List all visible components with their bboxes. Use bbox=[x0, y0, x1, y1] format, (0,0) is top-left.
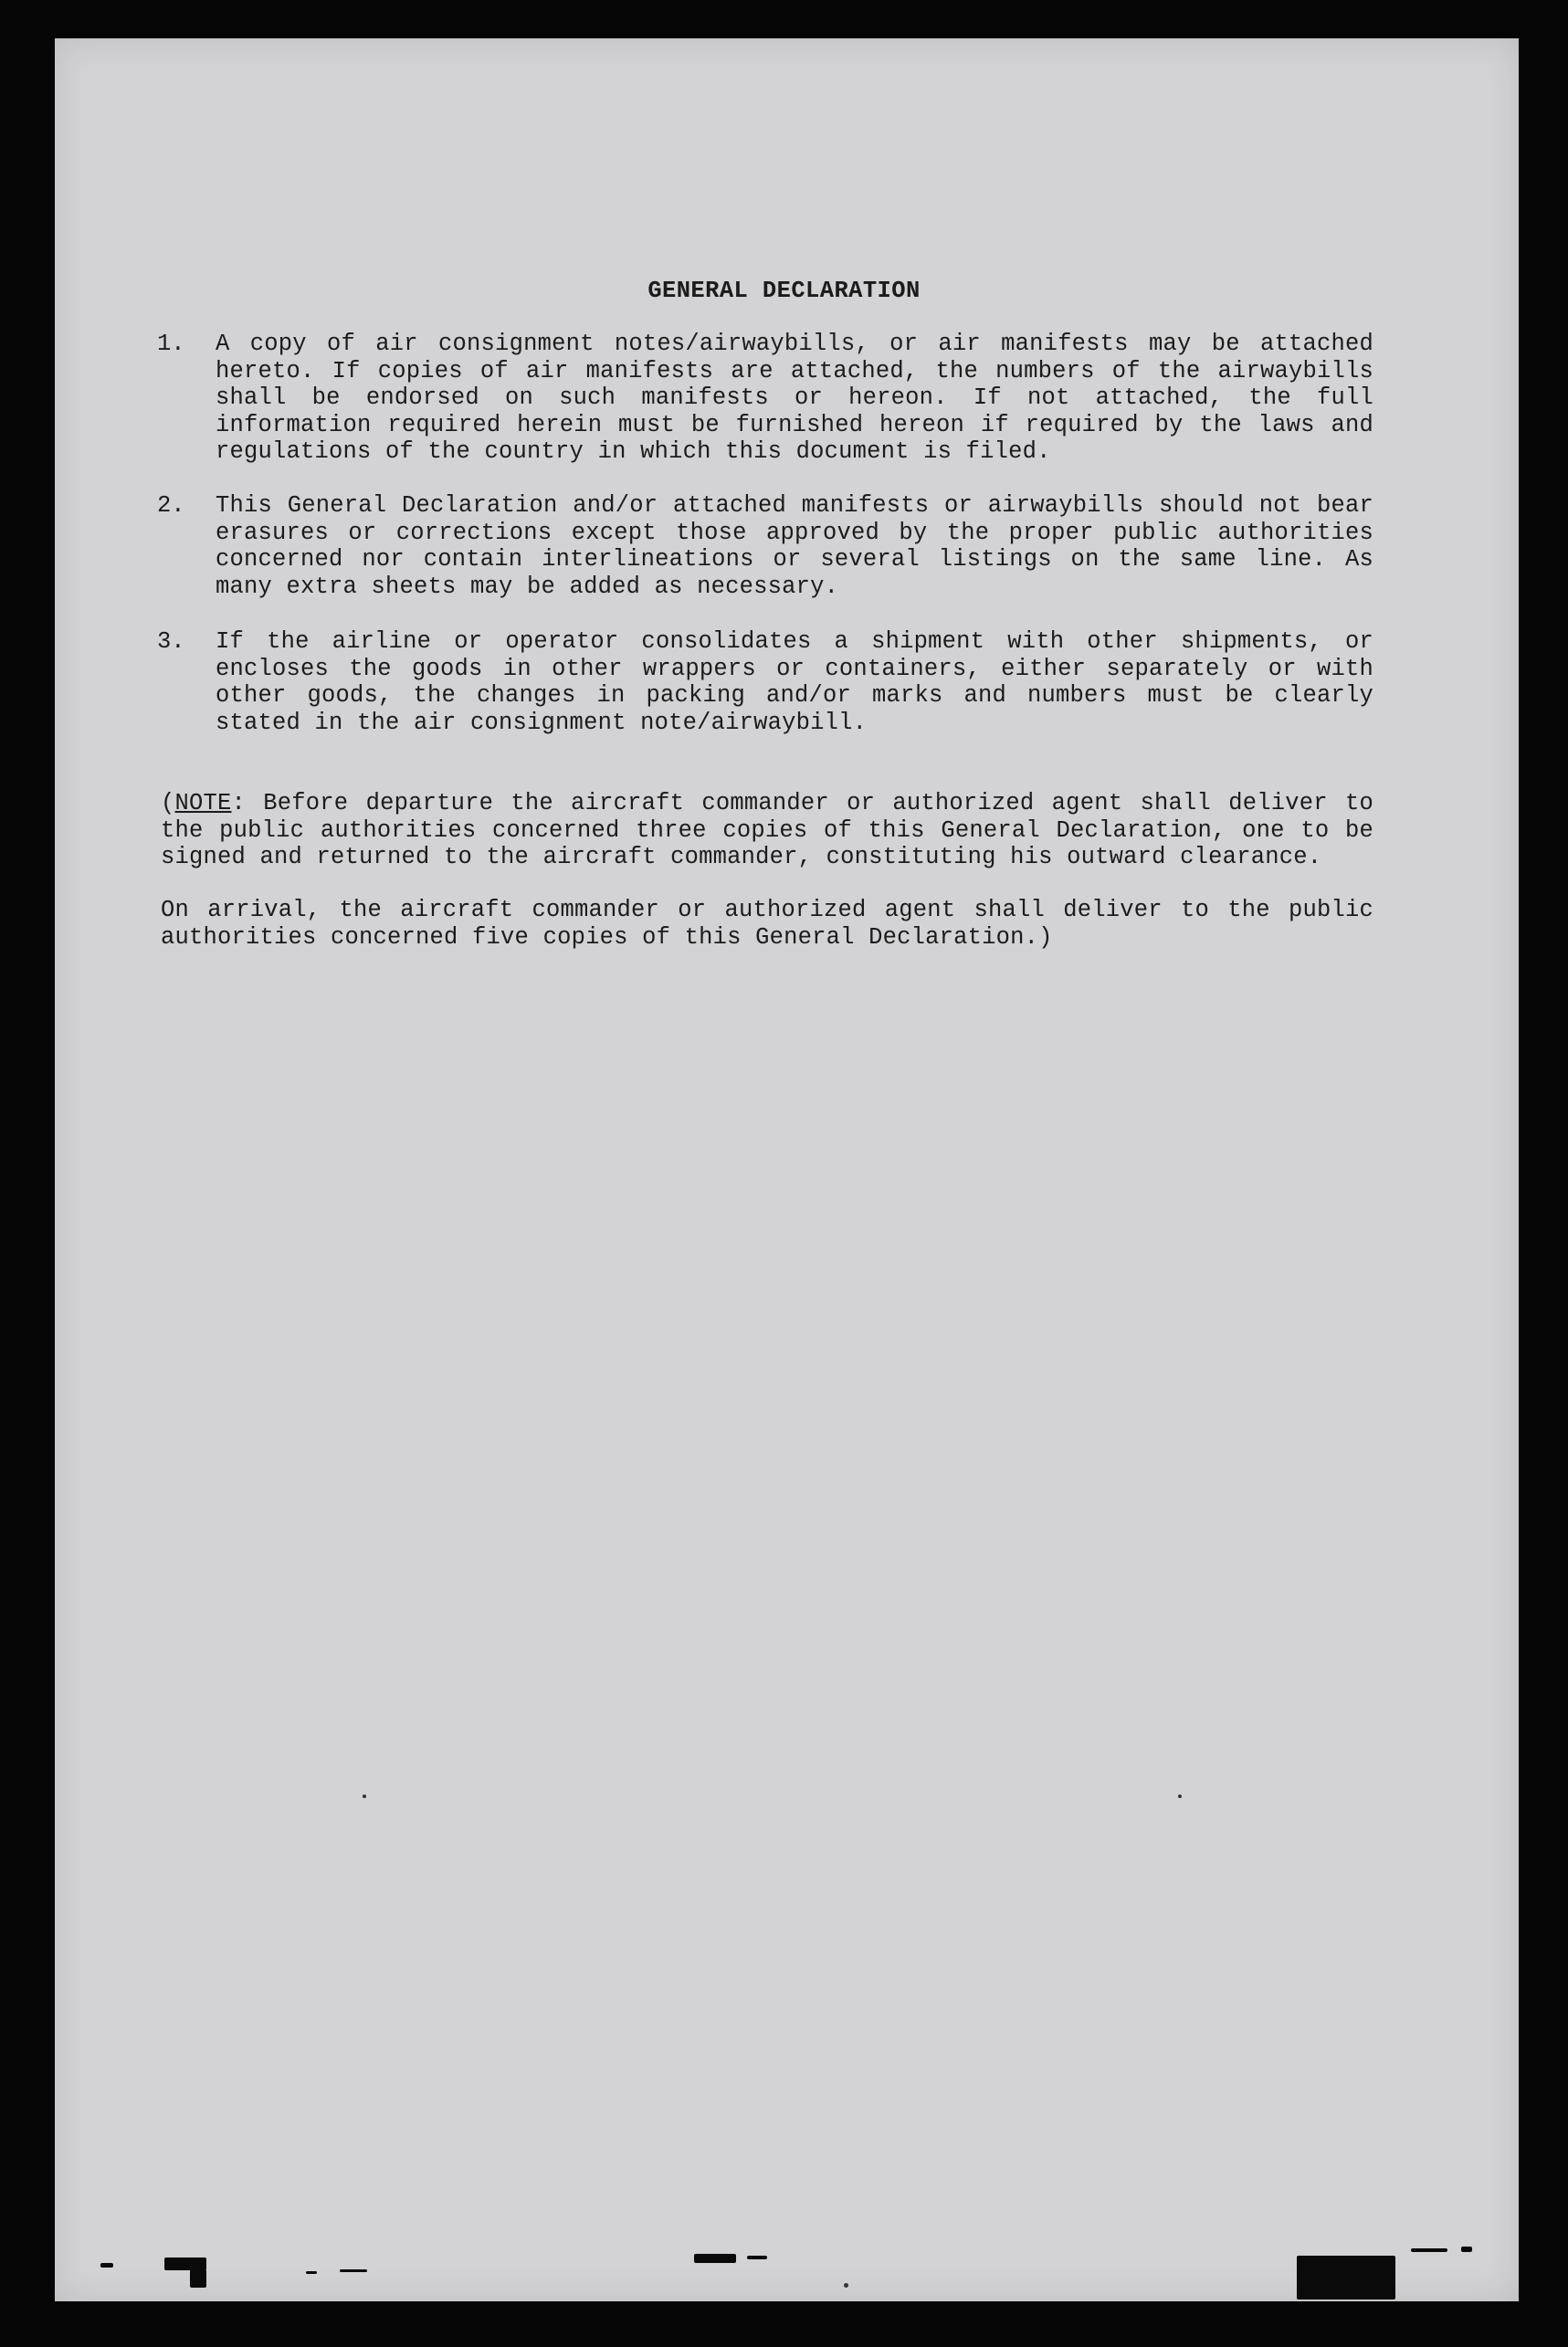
note-departure-text: Before departure the aircraft commander or authorized agent shall deliver to the public authorities concerned three copies of this General Declaration, one to be signed and returned to the aircraft commander, constituting his outward clearance. bbox=[161, 790, 1373, 870]
scan-artifact bbox=[164, 2258, 206, 2270]
scan-artifact bbox=[747, 2256, 767, 2259]
item-number: 3. bbox=[157, 628, 185, 655]
note-departure bbox=[161, 790, 1373, 871]
document-title: GENERAL DECLARATION bbox=[647, 278, 921, 304]
note-colon: : bbox=[231, 790, 247, 816]
item-text: This General Declaration and/or attached manifests or airwaybills should not bear erasures or corrections except those approved by the proper public authorities concerned nor contain interlineations or several listings on the same line. As many extra sheets may be added as necessary. bbox=[216, 492, 1373, 600]
note-open-paren: ( bbox=[161, 790, 175, 816]
scan-artifact bbox=[306, 2271, 317, 2274]
scan-artifact bbox=[363, 1794, 366, 1798]
scan-artifact bbox=[844, 2283, 848, 2288]
item-text: A copy of air consignment notes/airwaybills, or air manifests may be attached hereto. If copies of air manifests are attached, the numbers of the airwaybills shall be endorsed on such manifests or hereon. If not attached, the full information required herein must be furnished hereon if required by the laws and regulations of the country in which this document is filed. bbox=[216, 331, 1373, 465]
note-arrival: On arrival, the aircraft commander or authorized agent shall deliver to the public authorities concerned five copies of this General Declaration.) bbox=[161, 897, 1373, 951]
declaration-item-2 bbox=[157, 492, 1373, 604]
scan-artifact bbox=[340, 2269, 367, 2272]
declaration-item-1 bbox=[157, 331, 1373, 468]
scan-artifact bbox=[100, 2263, 113, 2268]
scan-artifact bbox=[694, 2254, 736, 2263]
scan-artifact bbox=[190, 2269, 206, 2288]
item-number: 2. bbox=[157, 492, 185, 519]
declaration-item-3 bbox=[157, 628, 1373, 740]
scan-artifact bbox=[1178, 1794, 1182, 1798]
scan-artifact bbox=[1461, 2247, 1472, 2252]
item-number: 1. bbox=[157, 331, 185, 357]
scan-artifact bbox=[1411, 2248, 1447, 2252]
scan-artifact bbox=[1297, 2256, 1395, 2300]
item-text: If the airline or operator consolidates a shipment with other shipments, or encloses the goods in other wrappers or containers, either separately or with other goods, the changes in packing and/or marks and numbers must be clearly stated in the air consignment note/airwaybill. bbox=[216, 628, 1373, 736]
note-label: NOTE bbox=[174, 790, 232, 816]
